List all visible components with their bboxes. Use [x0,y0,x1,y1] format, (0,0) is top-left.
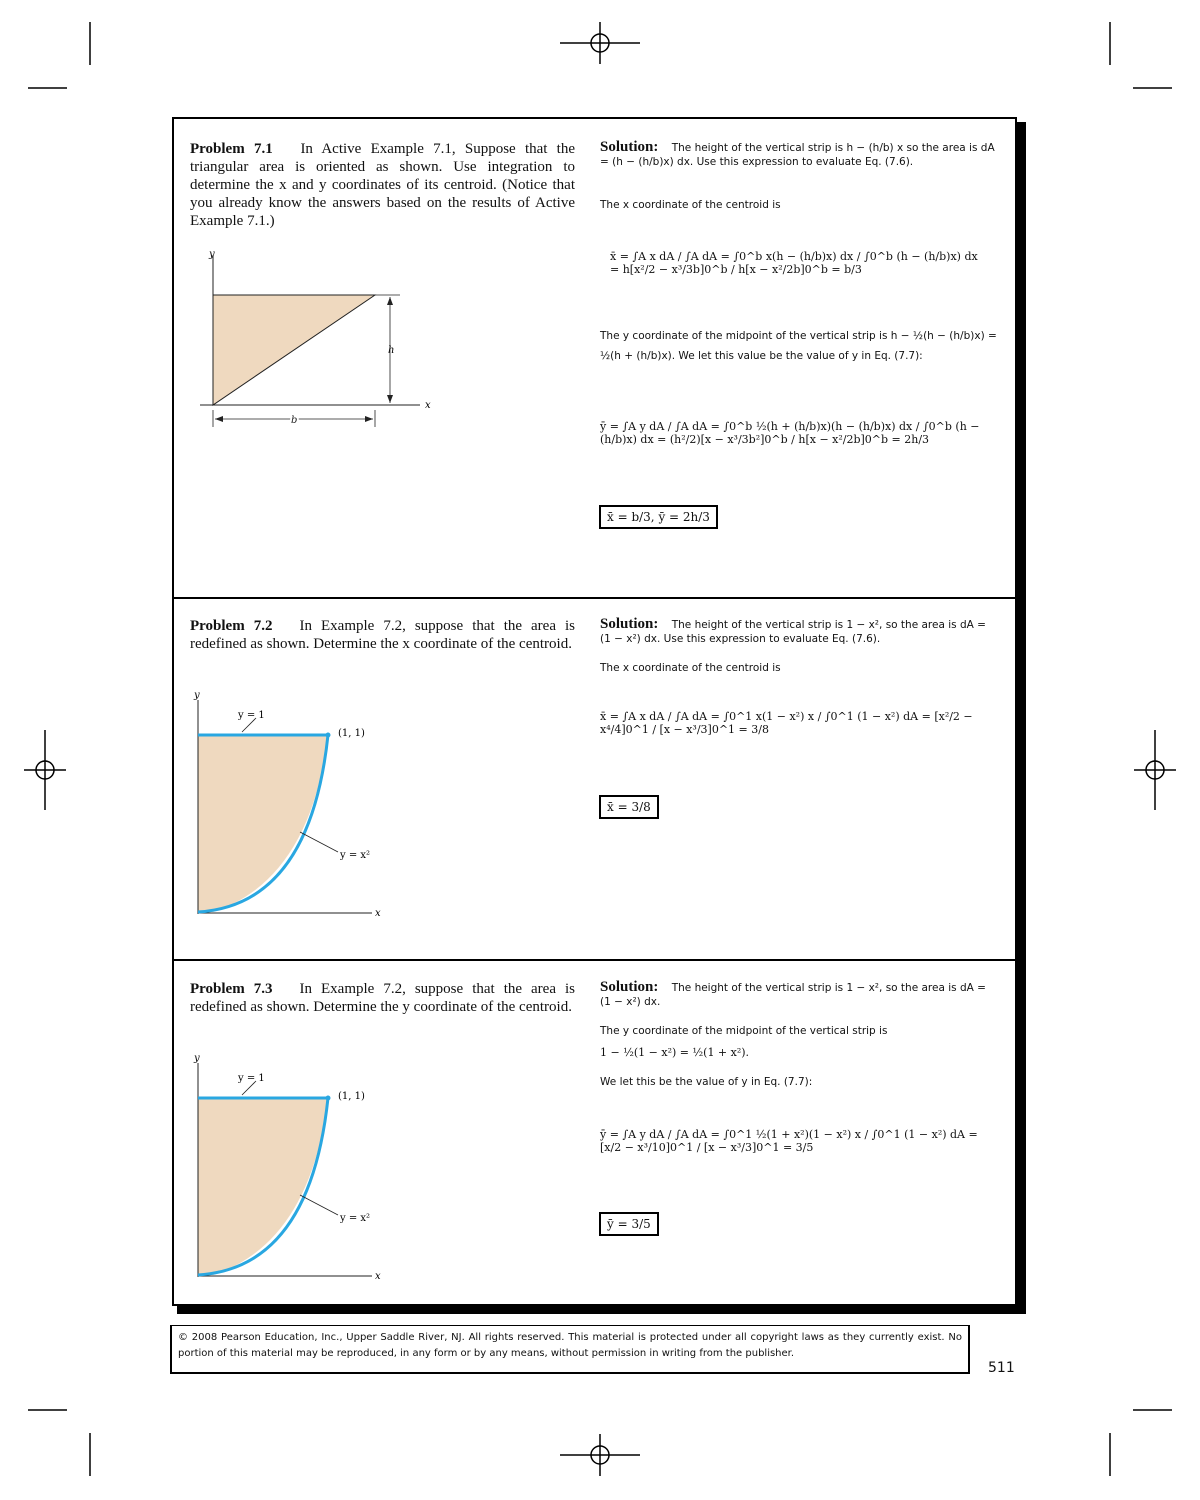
x-coordinate-intro: The x coordinate of the centroid is [600,662,781,674]
problem-label: Problem 7.2 [190,618,273,634]
problem-label: Problem 7.1 [190,141,273,157]
curve-label: y = x² [340,850,371,861]
answer-box: x̄ = b/3, ȳ = 2h/3 [599,505,718,529]
dim-h-label: h [388,345,395,356]
divider [174,959,1015,961]
problem-7-3-figure [190,1053,390,1288]
x-axis-label: x [425,400,431,411]
y-centroid-equation: ȳ = ∫A y dA / ∫A dA = ∫0^1 ½(1 + x²)(1 − x²) x / ∫0^1 (1 − x²) dA = [x/2 − x³/10]0^1 / [x − x³/3]0^1 = 3/5 [600,1128,978,1154]
problem-7-3-statement [190,980,575,1016]
solution-label: Solution: [600,979,659,995]
curve-label: y = x² [340,1213,371,1224]
x-axis-label: x [375,908,381,919]
problem-text: In Active Example 7.1, Suppose that the triangular area is oriented as shown. Use integration to determine the x and y coordinates of its centroid. (Notice that you already know the answers based on the results of Active Example 7.1.) [190,141,575,229]
problem-7-2-figure [190,690,390,925]
divider [174,597,1015,599]
midpoint-intro: The y coordinate of the midpoint of the vertical strip is [600,1025,888,1037]
problem-7-2-solution [600,617,1000,646]
y-axis-label: y [209,249,215,260]
solution-intro: The height of the vertical strip is h − (h/b) x so the area is dA = (h − (h/b)x) dx. Use this expression to evaluate Eq. (7.6). [600,142,995,168]
x-centroid-equation: x̄ = ∫A x dA / ∫A dA = ∫0^b x(h − (h/b)x) dx / ∫0^b (h − (h/b)x) dx = h[x²/2 − x³/3b]0^b / h[x − x²/2b]0^b = b/3 [610,250,978,276]
problem-7-1-statement [190,140,575,230]
point-label: (1, 1) [338,1091,365,1102]
copyright-notice: © 2008 Pearson Education, Inc., Upper Saddle River, NJ. All rights reserved. This material is protected under all copyright laws as they currently exist. No portion of this material may be reproduced, in any form or by any means, without permission in writing from the publisher. [170,1325,970,1374]
y-centroid-equation: ȳ = ∫A y dA / ∫A dA = ∫0^b ½(h + (h/b)x)(h − (h/b)x) dx / ∫0^b (h − (h/b)x) dx = (h²/2)[x − x³/3b²]0^b / h[x − x²/2b]0^b = 2h/3 [600,420,980,446]
problem-7-3-solution [600,980,1000,1009]
problem-text: In Example 7.2, suppose that the area is redefined as shown. Determine the x coordinate of the centroid. [190,618,576,652]
top-line-label: y = 1 [238,710,265,721]
y-axis-label: y [194,690,200,701]
answer-box: ȳ = 3/5 [599,1212,659,1236]
y-value-intro: We let this be the value of y in Eq. (7.7): [600,1076,813,1088]
answer-box: x̄ = 3/8 [599,795,659,819]
solution-intro: The height of the vertical strip is 1 − x², so the area is dA = (1 − x²) dx. Use this expression to evaluate Eq. (7.6). [600,619,986,645]
problem-7-1-solution [600,140,1000,169]
problem-7-2-statement [190,617,575,653]
problem-text: In Example 7.2, suppose that the area is redefined as shown. Determine the y coordinate of the centroid. [190,981,576,1015]
y-axis-label: y [194,1053,200,1064]
solution-intro: The height of the vertical strip is 1 − x², so the area is dA = (1 − x²) dx. [600,982,986,1008]
x-axis-label: x [375,1271,381,1282]
top-line-label: y = 1 [238,1073,265,1084]
x-centroid-equation: x̄ = ∫A x dA / ∫A dA = ∫0^1 x(1 − x²) x / ∫0^1 (1 − x²) dA = [x²/2 − x⁴/4]0^1 / [x − x³/3]0^1 = 3/8 [600,710,973,736]
problem-7-1-figure [195,245,435,435]
solution-label: Solution: [600,616,659,632]
dim-b-label: b [291,415,298,426]
solution-label: Solution: [600,139,659,155]
midpoint-equation: 1 − ½(1 − x²) = ½(1 + x²). [600,1046,750,1059]
page-number: 511 [988,1360,1015,1376]
y-midpoint-intro: The y coordinate of the midpoint of the vertical strip is h − ½(h − (h/b)x) = ½(h + (h/b)x). We let this value be the value of y in Eq. (7.7): [600,330,997,362]
problem-label: Problem 7.3 [190,981,273,997]
x-coordinate-intro: The x coordinate of the centroid is [600,199,781,211]
point-label: (1, 1) [338,728,365,739]
